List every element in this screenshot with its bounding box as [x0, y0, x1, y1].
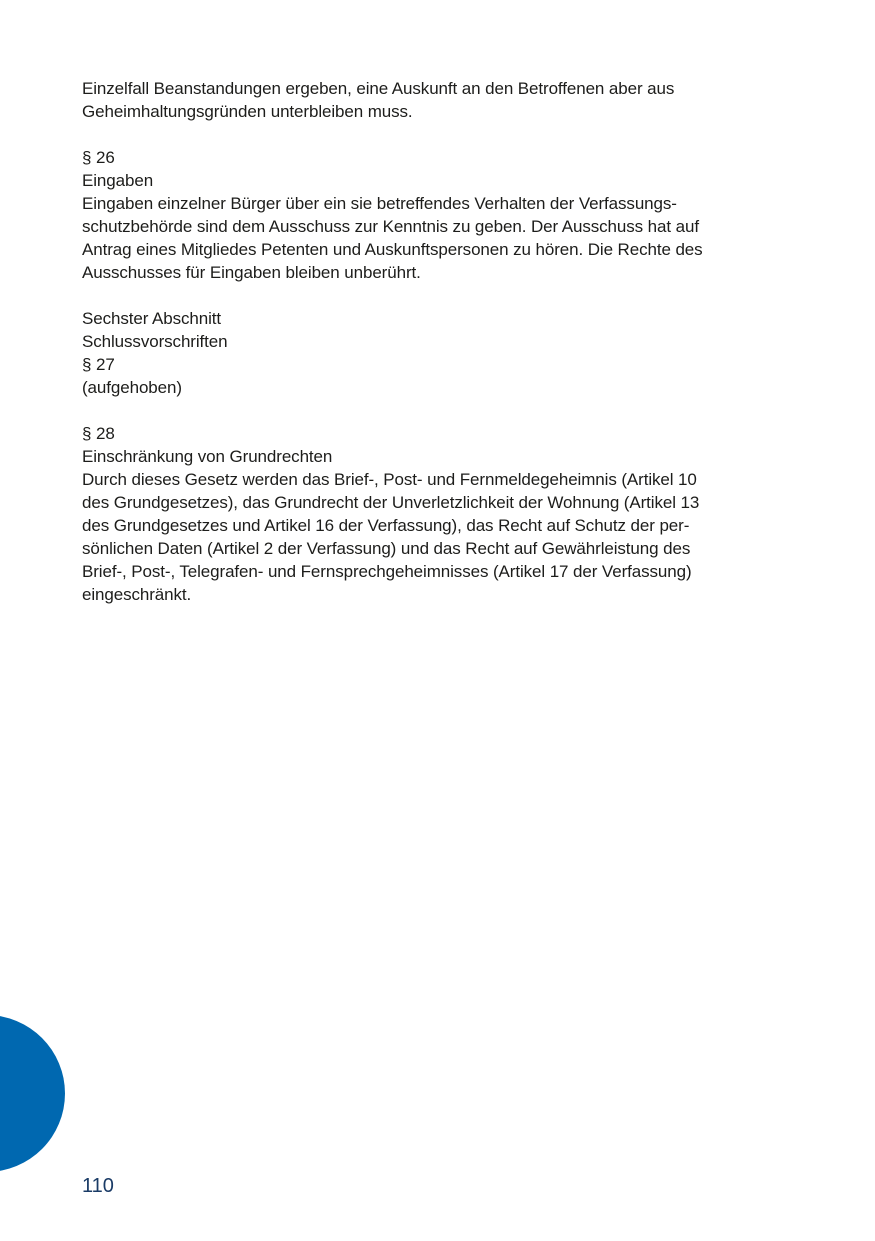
paragraph-gap [82, 123, 782, 146]
decorative-circle [0, 1015, 65, 1172]
text-line: Eingaben einzelner Bürger über ein sie betreffendes Verhalten der Verfassungs- [82, 194, 677, 213]
text-line: des Grundgesetzes und Artikel 16 der Verfassung), das Recht auf Schutz der per- [82, 516, 690, 535]
section-26 [82, 146, 782, 284]
text-line: eingeschränkt. [82, 585, 192, 604]
chapter-label: Sechster Abschnitt [82, 309, 221, 328]
text-line: Geheimhaltungsgründen unterbleiben muss. [82, 102, 413, 121]
page-number: 110 [82, 1175, 114, 1197]
text-line: Ausschusses für Eingaben bleiben unberührt. [82, 263, 421, 282]
text-line: schutzbehörde sind dem Ausschuss zur Kenntnis zu geben. Der Ausschuss hat auf [82, 217, 699, 236]
text-line: Antrag eines Mitgliedes Petenten und Auskunftspersonen zu hören. Die Rechte des [82, 240, 703, 259]
text-line: sönlichen Daten (Artikel 2 der Verfassung) und das Recht auf Gewährleistung des [82, 539, 691, 558]
chapter-heading [82, 307, 782, 353]
chapter-title: Schlussvorschriften [82, 332, 228, 351]
section-number: § 27 [82, 355, 115, 374]
text-line: Durch dieses Gesetz werden das Brief-, Post- und Fernmeldegeheimnis (Artikel 10 [82, 470, 697, 489]
section-text: (aufgehoben) [82, 378, 182, 397]
section-title: Einschränkung von Grundrechten [82, 447, 333, 466]
section-number: § 28 [82, 424, 115, 443]
section-27 [82, 353, 782, 399]
intro-paragraph [82, 77, 782, 123]
paragraph-gap [82, 399, 782, 422]
section-28 [82, 422, 782, 606]
paragraph-gap [82, 284, 782, 307]
section-number: § 26 [82, 148, 115, 167]
text-line: Einzelfall Beanstandungen ergeben, eine Auskunft an den Betroffenen aber aus [82, 79, 675, 98]
text-line: des Grundgesetzes), das Grundrecht der Unverletzlichkeit der Wohnung (Artikel 13 [82, 493, 700, 512]
page-body [82, 77, 782, 606]
text-line: Brief-, Post-, Telegrafen- und Fernsprechgeheimnisses (Artikel 17 der Verfassung) [82, 562, 692, 581]
section-title: Eingaben [82, 171, 154, 190]
